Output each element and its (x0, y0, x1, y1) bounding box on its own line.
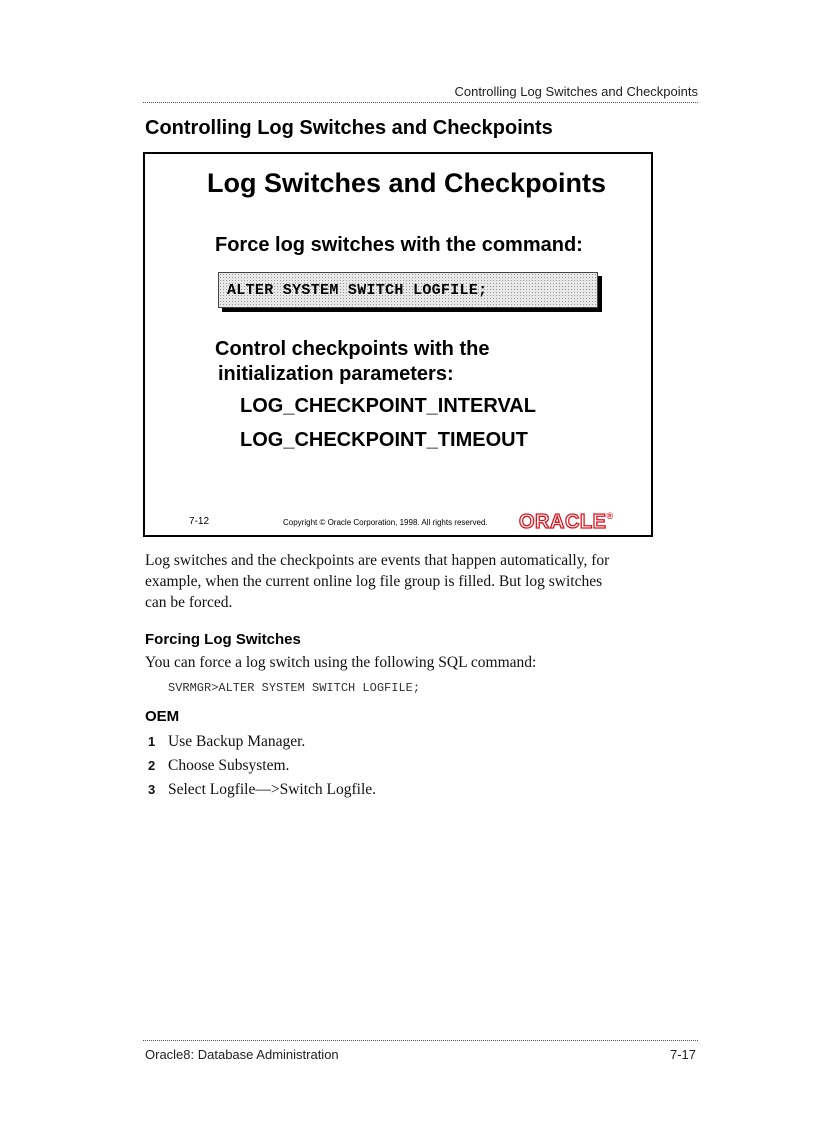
forcing-description: You can force a log switch using the following SQL command: (145, 654, 537, 671)
slide-panel (143, 152, 653, 537)
param-interval: LOG_CHECKPOINT_INTERVAL (240, 395, 536, 417)
intro-line-1: Log switches and the checkpoints are events that happen automatically, for (145, 552, 610, 569)
step-text: Select Logfile—>Switch Logfile. (168, 781, 377, 798)
intro-line-2: example, when the current online log file group is filled. But log switches (145, 573, 603, 590)
step-text: Use Backup Manager. (168, 733, 306, 750)
subhead-forcing-log-switches: Forcing Log Switches (145, 631, 301, 648)
slide-copyright: Copyright © Oracle Corporation, 1998. All rights reserved. (283, 518, 488, 527)
intro-paragraph (145, 550, 625, 613)
section-title: Controlling Log Switches and Checkpoints (145, 117, 553, 139)
footer-page-number: 7-17 (669, 1047, 696, 1062)
slide-heading-control-line1: Control checkpoints with the (215, 338, 490, 360)
slide-number: 7-12 (189, 516, 210, 527)
slide-title: Log Switches and Checkpoints (207, 168, 607, 198)
header-divider (143, 102, 698, 103)
slide-heading-control (215, 337, 489, 387)
command-box (218, 272, 598, 308)
step-number: 2 (148, 758, 156, 773)
list-item (148, 733, 305, 751)
forcing-code: SVRMGR>ALTER SYSTEM SWITCH LOGFILE; (168, 681, 421, 695)
command-text: ALTER SYSTEM SWITCH LOGFILE; (227, 282, 488, 299)
footer-book-title: Oracle8: Database Administration (145, 1047, 339, 1062)
intro-line-3: can be forced. (145, 594, 233, 611)
step-number: 1 (148, 734, 156, 749)
param-timeout: LOG_CHECKPOINT_TIMEOUT (240, 429, 528, 451)
list-item (148, 781, 376, 799)
running-header: Controlling Log Switches and Checkpoints (454, 84, 698, 99)
registered-mark: ® (606, 511, 614, 521)
step-number: 3 (148, 782, 156, 797)
footer-divider (143, 1040, 698, 1041)
step-text: Choose Subsystem. (168, 757, 290, 774)
slide-heading-control-line2: initialization parameters: (218, 363, 454, 385)
list-item (148, 757, 289, 775)
subhead-oem: OEM (145, 708, 180, 725)
oracle-logo-text: ORACLE (519, 511, 607, 533)
oracle-logo (519, 511, 614, 534)
slide-heading-force: Force log switches with the command: (215, 234, 583, 256)
